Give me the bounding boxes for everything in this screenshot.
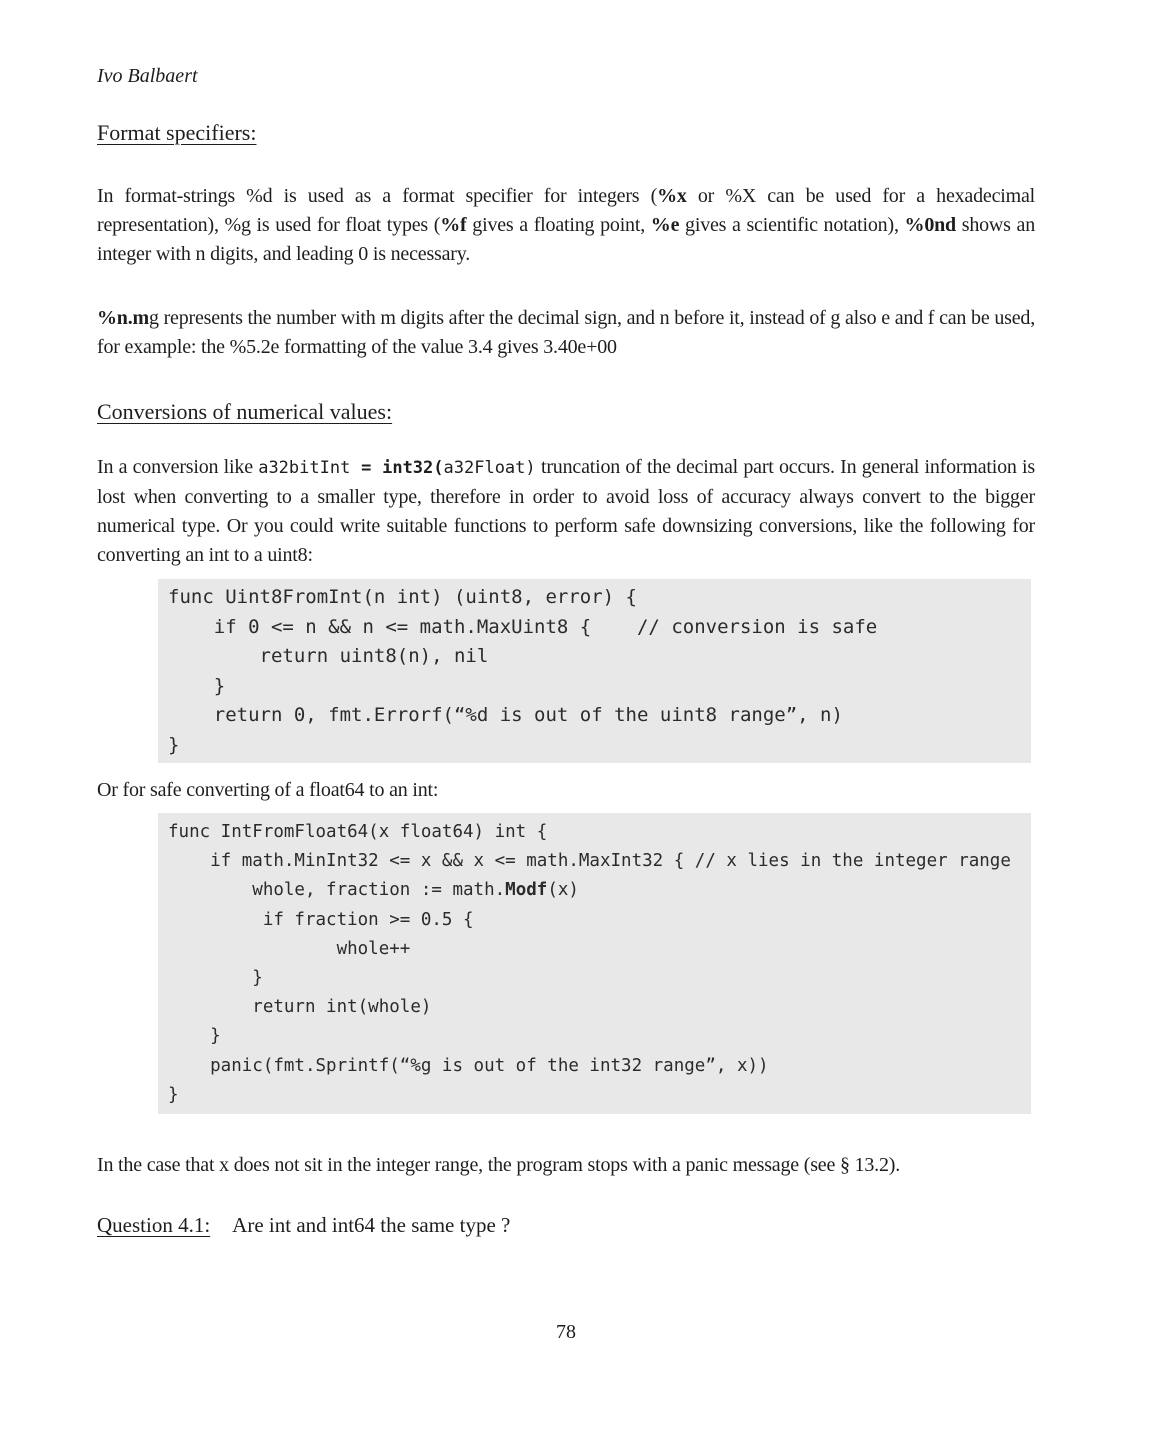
- code-line: [168, 935, 1031, 964]
- code-segment: panic(fmt.Sprintf(“%g is out of the int32 range”, x)): [168, 1055, 769, 1076]
- code-line: [168, 993, 1031, 1022]
- code-line: [168, 672, 1031, 702]
- code-segment: if fraction >= 0.5 {: [168, 909, 474, 930]
- code-block-intfromfloat64: [158, 813, 1031, 1114]
- heading-conversions: Conversions of numerical values:: [97, 399, 393, 424]
- code-line: [168, 1052, 1031, 1081]
- text-segment: %e: [650, 214, 680, 236]
- text-segment: g represents the number with m digits after the decimal sign, and n before it, instead of g also e and f can be used, for example: the %5.2e formatting of the value 3.4 gives 3.40e+00: [97, 307, 1035, 358]
- code-line: [168, 964, 1031, 993]
- code-segment: return 0, fmt.Errorf(“%d is out of the uint8 range”, n): [168, 704, 843, 726]
- text-segment: gives a scientific notation),: [679, 214, 905, 236]
- text-segment: a32Float): [443, 458, 536, 478]
- code-line: [168, 701, 1031, 731]
- text-segment: gives a floating point,: [466, 214, 651, 236]
- code-line: [168, 613, 1031, 643]
- code-line: [168, 1081, 1031, 1110]
- question-text: Are int and int64 the same type ?: [232, 1213, 511, 1238]
- code-line: [168, 847, 1031, 876]
- code-segment: whole++: [168, 938, 411, 959]
- text-segment: truncation of the decimal part occurs. In general information is lost when converting to a smaller type, therefore in order to avoid loss of accuracy always convert to the bigger numerical type. Or you could write suitable functions to perform safe downsizing conversions, like the following for converting an int to a uint8:: [97, 456, 1035, 566]
- code-line: [168, 642, 1031, 672]
- text-segment: %x: [657, 185, 687, 207]
- code-segment: Modf: [505, 880, 548, 901]
- question-label: Question 4.1:: [97, 1213, 211, 1238]
- text-segment: = int32(: [361, 458, 444, 478]
- heading-format-specifiers: Format specifiers:: [97, 120, 257, 145]
- text-segment: In format-strings %d is used as a format specifier for integers (: [97, 185, 658, 207]
- text-segment: a32bitInt: [258, 458, 362, 478]
- paragraph-conversions: [97, 453, 1035, 570]
- code-segment: }: [168, 1084, 179, 1105]
- code-segment: if 0 <= n && n <= math.MaxUint8 { // conversion is safe: [168, 615, 878, 638]
- text-segment: or %X can be used for a hexadecimal representation), %g is used for float types (: [97, 185, 1036, 236]
- author-header: Ivo Balbaert: [97, 65, 198, 87]
- text-segment: %0nd: [904, 214, 956, 236]
- page-number: 78: [556, 1321, 576, 1344]
- paragraph-panic: [97, 1151, 1035, 1180]
- code-segment: func IntFromFloat64(x float64) int {: [168, 822, 548, 842]
- code-line: [168, 583, 1031, 613]
- code-segment: if math.MinInt32 <= x && x <= math.MaxInt32 { // x lies in the integer range: [168, 851, 1011, 872]
- code-segment: (x): [547, 880, 579, 901]
- code-segment: whole, fraction := math.: [168, 880, 506, 901]
- text-segment: %f: [440, 214, 467, 236]
- code-segment: }: [168, 1026, 221, 1047]
- or-converting-line: Or for safe converting of a float64 to an int:: [97, 779, 439, 801]
- question-line: [97, 1212, 1035, 1238]
- code-segment: return uint8(n), nil: [168, 645, 489, 667]
- text-segment: shows an integer with n digits, and leading 0 is necessary.: [97, 214, 1035, 265]
- code-line: [168, 1022, 1031, 1051]
- code-line: [168, 876, 1031, 905]
- text-segment: %n.m: [97, 307, 149, 329]
- paragraph-format-specifiers: [97, 182, 1035, 269]
- paragraph-nm-format: [97, 304, 1035, 362]
- code-segment: }: [168, 674, 226, 697]
- code-segment: func Uint8FromInt(n int) (uint8, error) {: [168, 586, 637, 608]
- code-segment: }: [168, 968, 263, 989]
- text-segment: In the case that x does not sit in the integer range, the program stops with a panic message (see § 13.2).: [97, 1154, 901, 1177]
- code-line: [168, 731, 1031, 761]
- code-segment: return int(whole): [168, 997, 432, 1018]
- text-segment: In a conversion like: [97, 456, 259, 478]
- code-segment: }: [168, 733, 180, 756]
- code-line: [168, 818, 1031, 847]
- code-block-uint8fromint: [158, 579, 1031, 763]
- code-line: [168, 906, 1031, 935]
